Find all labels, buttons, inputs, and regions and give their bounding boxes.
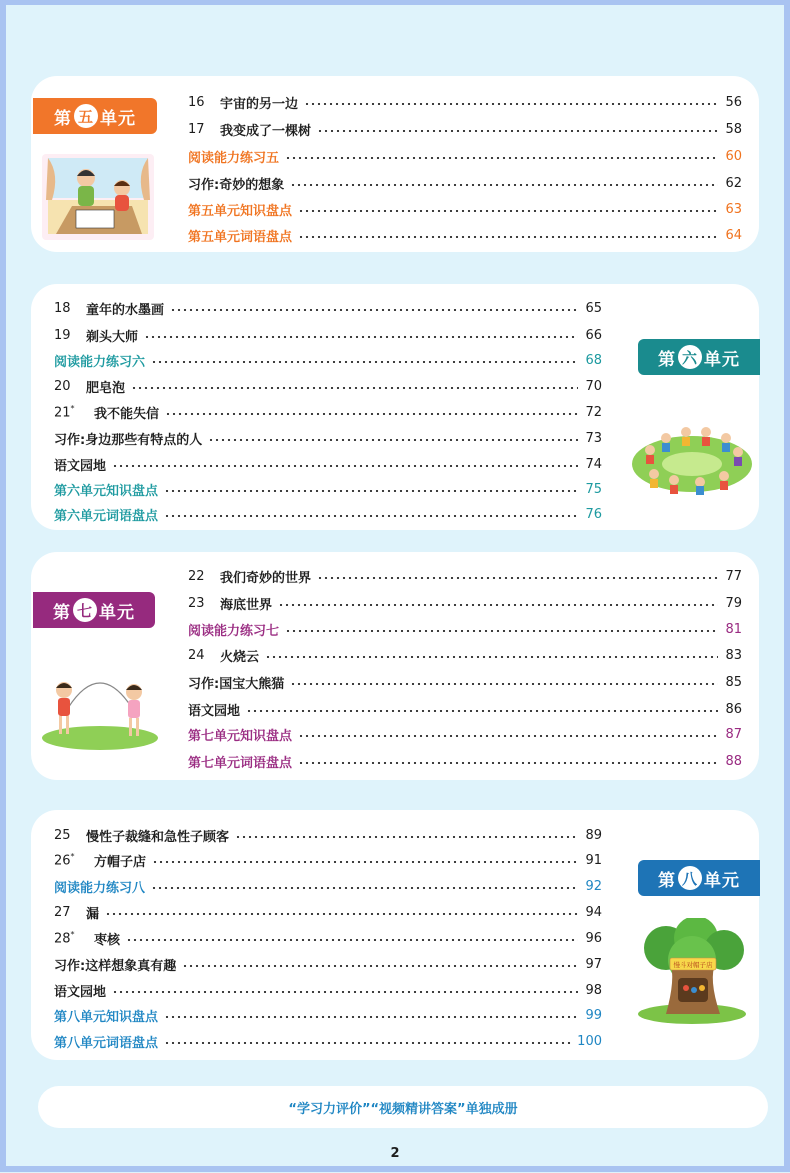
toc-entry-reading-practice[interactable]: 阅读能力练习八 92 (54, 878, 602, 896)
toc-entry-knowledge-review[interactable]: 第六单元知识盘点 75 (54, 481, 602, 499)
toc-entry[interactable]: 20 肥皂泡 70 (54, 378, 602, 396)
toc-entry-vocabulary-review[interactable]: 第五单元词语盘点 64 (188, 227, 742, 245)
toc-entry[interactable]: 28* 枣核 96 (54, 929, 602, 948)
badge-prefix: 第 (54, 108, 72, 129)
toc-entry[interactable]: 26* 方帽子店 91 (54, 851, 602, 870)
badge-number: 七 (73, 598, 97, 622)
toc-entry-knowledge-review[interactable]: 第七单元知识盘点 87 (188, 726, 742, 744)
toc-entry[interactable]: 19 剃头大师 66 (54, 327, 602, 345)
toc-entry-vocabulary-review[interactable]: 第八单元词语盘点 100 (54, 1033, 602, 1051)
badge-suffix: 单元 (704, 349, 740, 370)
toc-entry-knowledge-review[interactable]: 第五单元知识盘点 63 (188, 201, 742, 219)
toc-entry-reading-practice[interactable]: 阅读能力练习五 60 (188, 148, 742, 166)
kids-jump-rope-illustration (40, 668, 158, 750)
tree-shop-sign: 慢斗对帽子店 (673, 961, 713, 969)
badge-prefix: 第 (658, 870, 676, 891)
toc-entry[interactable]: 27 漏 94 (54, 904, 602, 922)
toc-entry-language-garden[interactable]: 语文园地 86 (188, 701, 742, 719)
toc-entry[interactable]: 22 我们奇妙的世界 77 (188, 568, 742, 586)
toc-entry[interactable]: 23 海底世界 79 (188, 595, 742, 613)
toc-entry-reading-practice[interactable]: 阅读能力练习六 68 (54, 352, 602, 370)
toc-entry-vocabulary-review[interactable]: 第七单元词语盘点 88 (188, 753, 742, 771)
badge-suffix: 单元 (99, 602, 135, 623)
unit-7-badge (33, 592, 155, 628)
toc-entry-vocabulary-review[interactable]: 第六单元词语盘点 76 (54, 506, 602, 524)
toc-entry-language-garden[interactable]: 语文园地 74 (54, 456, 602, 474)
unit-6-badge (638, 339, 760, 375)
badge-suffix: 单元 (704, 870, 740, 891)
tree-hat-shop-illustration (636, 918, 750, 1028)
toc-entry-writing[interactable]: 习作:身边那些有特点的人 73 (54, 430, 602, 448)
unit-5-toc (188, 92, 742, 252)
unit-7-toc (188, 566, 742, 776)
badge-number: 八 (678, 866, 702, 890)
toc-entry-language-garden[interactable]: 语文园地 98 (54, 982, 602, 1000)
badge-number: 六 (678, 345, 702, 369)
unit-8-toc (54, 825, 602, 1055)
toc-entry[interactable]: 25 慢性子裁缝和急性子顾客 89 (54, 827, 602, 845)
unit-8-badge (638, 860, 760, 896)
toc-entry-reading-practice[interactable]: 阅读能力练习七 81 (188, 621, 742, 639)
unit-5-badge (33, 98, 157, 134)
badge-number: 五 (74, 104, 98, 128)
badge-suffix: 单元 (100, 108, 136, 129)
toc-entry[interactable]: 16 宇宙的另一边 56 (188, 94, 742, 112)
toc-entry[interactable]: 18 童年的水墨画 65 (54, 300, 602, 318)
separate-booklet-note (38, 1086, 768, 1128)
unit-6-toc (54, 298, 602, 528)
note-text: “学习力评价”“视频精讲答案”单独成册 (288, 1101, 518, 1117)
toc-entry[interactable]: 21* 我不能失信 72 (54, 403, 602, 422)
toc-entry[interactable]: 24 火烧云 83 (188, 647, 742, 665)
page-number: 2 (390, 1146, 400, 1161)
toc-entry-writing[interactable]: 习作:奇妙的想象 62 (188, 175, 742, 193)
toc-entry-knowledge-review[interactable]: 第八单元知识盘点 99 (54, 1007, 602, 1025)
kids-circle-on-grass-illustration (630, 414, 754, 496)
badge-prefix: 第 (53, 602, 71, 623)
toc-entry[interactable]: 17 我变成了一棵树 58 (188, 121, 742, 139)
badge-prefix: 第 (658, 349, 676, 370)
kids-playing-game-illustration (42, 154, 154, 240)
toc-entry-writing[interactable]: 习作:这样想象真有趣 97 (54, 956, 602, 974)
toc-entry-writing[interactable]: 习作:国宝大熊猫 85 (188, 674, 742, 692)
